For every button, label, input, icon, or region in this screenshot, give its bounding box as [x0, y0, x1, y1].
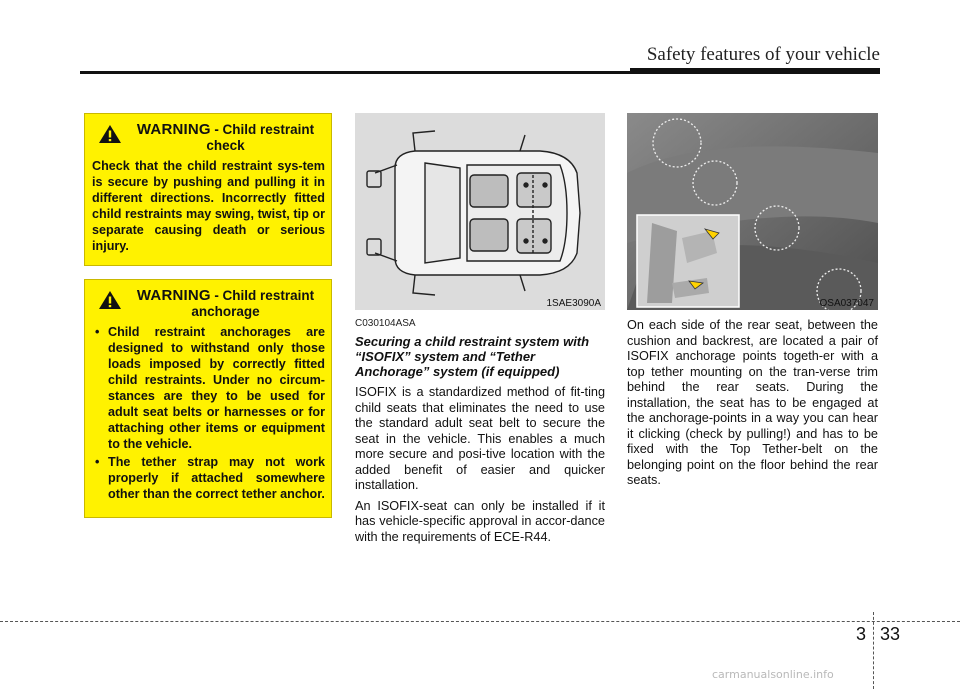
chapter-number: 3	[856, 624, 867, 644]
figure-rear-seat-anchorage	[627, 113, 878, 310]
warning-label: WARNING	[136, 121, 211, 138]
rear-seat-photo-illustration	[627, 113, 878, 310]
car-top-view-illustration	[355, 113, 605, 310]
paragraph: ISOFIX is a standardized method of fit-ting child seats that eliminates the need to use the standard adult seat belt to secure the seat in the vehicle. This enables a much more secure and posi-tive location with the added benefit of easier and quicker installation.	[355, 385, 605, 492]
warning-box-check	[84, 113, 332, 266]
page-number-separator	[873, 612, 874, 689]
watermark: carmanualsonline.info	[712, 668, 834, 681]
paragraph: On each side of the rear seat, between the cushion and backrest, are located a pair of ISOFIX anchorage points togeth-er with a top tether mounting on the tran-verse trim behind the rear seats. During the installation, the seat has to be engaged at the anchorage-points in a way you can hear it clicking (check by pulling!) and has to be fixed with the Top Tether-belt on the belonging point on the floor behind the rear seats.	[627, 318, 878, 487]
warning-list-item: • The tether strap may not work properly if attached somewhere other than the correct tether anchor.	[92, 454, 325, 502]
warning-subtitle: - Child restraint	[214, 122, 315, 137]
page-header-title: Safety features of your vehicle	[646, 44, 880, 65]
figure-code: OSA037047	[819, 298, 874, 309]
warning-label: WARNING	[136, 287, 211, 304]
warning-subtitle-line2: anchorage	[191, 304, 260, 319]
section-code: C030104ASA	[355, 318, 416, 329]
section-text-column-right	[627, 318, 878, 494]
figure-car-top-view	[355, 113, 605, 310]
warning-body: Check that the child restraint sys-tem is secure by pushing and pulling it in different directions. Incorrectly fitted child restraints may swing, twist, tip or separate causing death or serious injury.	[92, 159, 325, 253]
page-number: 33	[880, 624, 901, 644]
warning-triangle-icon	[98, 290, 122, 310]
section-heading: Securing a child restraint system with “ISOFIX” system and “Tether Anchorage” system (if equipped)	[355, 334, 590, 379]
warning-box-anchorage	[84, 279, 332, 518]
warning-subtitle-line2: check	[206, 138, 245, 153]
warning-subtitle: - Child restraint	[214, 288, 315, 303]
footer-rule	[0, 621, 960, 622]
paragraph: An ISOFIX-seat can only be installed if it has vehicle-specific approval in accor-dance with the requirements of ECE-R44.	[355, 498, 605, 544]
warning-triangle-icon	[98, 124, 122, 144]
figure-code: 1SAE3090A	[546, 298, 601, 309]
section-text-column	[355, 318, 605, 550]
warning-list-item: • Child restraint anchorages are designed to withstand only those loads imposed by correctly fitted child restraints. Under no circum-stances are they to be used for adult seat belts or harnesses or for attaching other items or equipment to the vehicle.	[92, 324, 325, 452]
warning-list	[92, 324, 325, 502]
warning-header	[92, 122, 325, 154]
warning-header	[92, 288, 325, 320]
header-rule-accent	[630, 68, 880, 74]
